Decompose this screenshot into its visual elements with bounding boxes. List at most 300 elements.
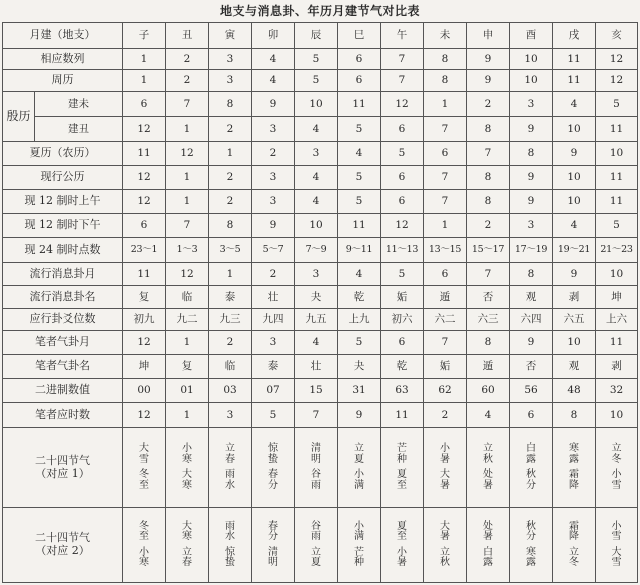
pm12-row-cell: 3 [510, 214, 553, 238]
yao-row [3, 309, 638, 331]
bz-num-row-cell: 6 [510, 403, 553, 428]
jq1-row [3, 428, 638, 508]
yin-wei-cell: 4 [553, 92, 596, 117]
bz-name-row-cell: 泰 [252, 355, 295, 379]
yin-chou-cell: 2 [209, 117, 252, 142]
xia-row-cell: 7 [467, 142, 510, 166]
seq-row-cell: 6 [338, 49, 381, 70]
am12-row-cell: 7 [424, 190, 467, 214]
yin-wei-cell: 6 [123, 92, 166, 117]
gongli-row-cell: 2 [209, 166, 252, 190]
yao-row-cell: 九五 [295, 309, 338, 331]
solar-term-bottom: 大寒 [182, 469, 192, 491]
bz-month-row-cell: 9 [510, 331, 553, 355]
bz-month-row-cell: 5 [338, 331, 381, 355]
solar-term-top: 立秋 [483, 443, 493, 465]
h24-row-cell: 17～19 [510, 238, 553, 263]
jq2-row-label [3, 508, 123, 583]
bz-num-row-cell: 2 [424, 403, 467, 428]
binary-row-cell: 60 [467, 379, 510, 403]
bz-name-row-cell: 夬 [338, 355, 381, 379]
jq2-row-cell [123, 508, 166, 583]
solar-term-bottom: 小雪 [611, 469, 622, 491]
solar-term-bottom: 大暑 [440, 469, 450, 491]
bz-month-row-cell: 4 [295, 331, 338, 355]
jq2-row-cell [209, 508, 252, 583]
solar-term-top: 小寒 [182, 443, 192, 465]
h24-row-cell: 7～9 [295, 238, 338, 263]
solar-term-top: 处暑 [483, 520, 493, 542]
yao-row-cell: 六三 [467, 309, 510, 331]
jq1-row-cell [467, 428, 510, 508]
binary-row-cell: 03 [209, 379, 252, 403]
yao-row-cell: 初九 [123, 309, 166, 331]
yin-wei-row [3, 92, 638, 117]
liu-month-row-cell: 5 [381, 263, 424, 286]
solar-term-top: 大雪 [139, 443, 149, 465]
solar-term-bottom: 春分 [268, 469, 278, 491]
xia-row-cell: 8 [510, 142, 553, 166]
bz-month-row-cell: 3 [252, 331, 295, 355]
yin-chou-cell: 10 [553, 117, 596, 142]
branch-header-cell: 戌 [553, 23, 596, 49]
bz-num-row-cell: 3 [209, 403, 252, 428]
bz-num-row-cell: 9 [338, 403, 381, 428]
yao-row-cell: 九三 [209, 309, 252, 331]
zhou-row-cell: 5 [295, 70, 338, 92]
liu-month-row-cell: 10 [596, 263, 638, 286]
bz-name-row-cell: 否 [510, 355, 553, 379]
seq-row-cell: 11 [553, 49, 596, 70]
bz-name-row-cell: 观 [553, 355, 596, 379]
yao-row-cell: 上九 [338, 309, 381, 331]
binary-row-cell: 01 [166, 379, 209, 403]
liu-month-row-cell: 3 [295, 263, 338, 286]
seq-row-label: 相应数列 [3, 49, 123, 70]
seq-row-cell: 7 [381, 49, 424, 70]
h24-row-cell: 5～7 [252, 238, 295, 263]
solar-term-top: 寒露 [569, 443, 579, 465]
bz-name-row-cell: 遁 [467, 355, 510, 379]
solar-term-bottom: 小满 [354, 469, 364, 491]
liu-month-row-cell: 1 [209, 263, 252, 286]
pm12-row-cell: 10 [295, 214, 338, 238]
zhou-row-cell: 9 [467, 70, 510, 92]
yao-row-cell: 六五 [553, 309, 596, 331]
jq2-row-cell [596, 508, 638, 583]
branch-header-cell: 寅 [209, 23, 252, 49]
gongli-row-cell: 5 [338, 166, 381, 190]
seq-row-cell: 4 [252, 49, 295, 70]
bz-name-row-cell: 临 [209, 355, 252, 379]
xia-row-cell: 6 [424, 142, 467, 166]
liu-month-row-cell: 11 [123, 263, 166, 286]
bz-name-row [3, 355, 638, 379]
jq2-row-subtitle: （对应 2） [35, 544, 90, 557]
bz-num-row-cell: 10 [596, 403, 638, 428]
solar-term-bottom: 秋分 [526, 469, 536, 491]
binary-row-cell: 15 [295, 379, 338, 403]
pm12-row-cell: 4 [553, 214, 596, 238]
liu-name-row [3, 286, 638, 309]
zhou-row-cell: 3 [209, 70, 252, 92]
liu-name-row-cell: 遁 [424, 286, 467, 309]
seq-row [3, 49, 638, 70]
binary-row-cell: 31 [338, 379, 381, 403]
liu-name-row-label: 流行消息卦名 [3, 286, 123, 309]
header-row [3, 23, 638, 49]
h24-row-cell: 21～23 [596, 238, 638, 263]
binary-row-cell: 07 [252, 379, 295, 403]
gongli-row-cell: 3 [252, 166, 295, 190]
am12-row [3, 190, 638, 214]
yin-group-label: 殷历 [3, 92, 35, 142]
solar-term-bottom: 立秋 [440, 546, 450, 568]
xia-row-cell: 12 [166, 142, 209, 166]
jq1-row-subtitle: （对应 1） [35, 466, 90, 480]
yin-chou-cell: 11 [596, 117, 638, 142]
branch-header-cell: 丑 [166, 23, 209, 49]
liu-name-row-cell: 壮 [252, 286, 295, 309]
yao-row-cell: 初六 [381, 309, 424, 331]
solar-term-bottom: 惊蛰 [225, 546, 235, 568]
liu-name-row-cell: 复 [123, 286, 166, 309]
seq-row-cell: 12 [596, 49, 638, 70]
jq1-row-cell [123, 428, 166, 508]
binary-row-cell: 00 [123, 379, 166, 403]
yin-chou-row [3, 117, 638, 142]
binary-row-cell: 63 [381, 379, 424, 403]
am12-row-cell: 10 [553, 190, 596, 214]
bz-name-row-cell: 坤 [123, 355, 166, 379]
gongli-row [3, 166, 638, 190]
binary-row-cell: 32 [596, 379, 638, 403]
branch-header-cell: 亥 [596, 23, 638, 49]
am12-row-cell: 6 [381, 190, 424, 214]
table-title: 地支与消息卦、年历月建节气对比表 [219, 4, 420, 18]
am12-row-cell: 11 [596, 190, 638, 214]
liu-month-row-cell: 4 [338, 263, 381, 286]
am12-row-cell: 5 [338, 190, 381, 214]
comparison-table [2, 22, 638, 583]
jq2-row-cell [381, 508, 424, 583]
solar-term-top: 春分 [268, 520, 278, 542]
jq2-row-cell [510, 508, 553, 583]
solar-term-top: 立春 [225, 443, 235, 465]
am12-row-cell: 9 [510, 190, 553, 214]
pm12-row-label: 现 12 制时下午 [3, 214, 123, 238]
jq1-row-cell [424, 428, 467, 508]
solar-term-bottom: 立春 [182, 546, 192, 568]
bz-month-row-cell: 10 [553, 331, 596, 355]
bz-num-row-cell: 8 [553, 403, 596, 428]
solar-term-top: 小满 [354, 520, 364, 542]
jq2-row-cell [467, 508, 510, 583]
zhou-row-cell: 6 [338, 70, 381, 92]
gongli-row-cell: 1 [166, 166, 209, 190]
bz-name-row-cell: 剥 [596, 355, 638, 379]
seq-row-cell: 8 [424, 49, 467, 70]
solar-term-bottom: 立夏 [311, 546, 321, 568]
solar-term-top: 夏至 [397, 520, 407, 542]
seq-row-cell: 10 [510, 49, 553, 70]
am12-row-cell: 12 [123, 190, 166, 214]
solar-term-top: 霜降 [569, 520, 579, 542]
binary-row-cell: 56 [510, 379, 553, 403]
yao-row-cell: 九二 [166, 309, 209, 331]
pm12-row-cell: 1 [424, 214, 467, 238]
jq1-row-label [3, 428, 123, 508]
yin-wei-cell: 7 [166, 92, 209, 117]
bz-month-row-cell: 8 [467, 331, 510, 355]
binary-row [3, 379, 638, 403]
yin-wei-cell: 11 [338, 92, 381, 117]
solar-term-top: 白露 [526, 443, 536, 465]
solar-term-top: 大寒 [182, 520, 192, 542]
solar-term-bottom: 夏至 [397, 469, 407, 491]
jq2-row-cell [338, 508, 381, 583]
liu-month-row-cell: 8 [510, 263, 553, 286]
solar-term-top: 大暑 [440, 520, 450, 542]
pm12-row-cell: 6 [123, 214, 166, 238]
pm12-row-cell: 5 [596, 214, 638, 238]
jq1-row-cell [510, 428, 553, 508]
solar-term-bottom: 小寒 [139, 546, 149, 568]
jq2-row-cell [295, 508, 338, 583]
h24-row-cell: 15～17 [467, 238, 510, 263]
jq1-row-cell [553, 428, 596, 508]
zhou-row-cell: 10 [510, 70, 553, 92]
bz-name-row-cell: 壮 [295, 355, 338, 379]
am12-row-cell: 4 [295, 190, 338, 214]
solar-term-top: 小雪 [611, 520, 622, 542]
h24-row-cell: 19～21 [553, 238, 596, 263]
binary-row-cell: 48 [553, 379, 596, 403]
binary-row-cell: 62 [424, 379, 467, 403]
solar-term-bottom: 小暑 [397, 546, 407, 568]
bz-num-row-cell: 12 [123, 403, 166, 428]
liu-name-row-cell: 乾 [338, 286, 381, 309]
gongli-row-cell: 10 [553, 166, 596, 190]
bz-name-row-cell: 复 [166, 355, 209, 379]
solar-term-bottom: 雨水 [225, 469, 235, 491]
yin-chou-cell: 5 [338, 117, 381, 142]
jq2-row-cell [252, 508, 295, 583]
solar-term-bottom: 大雪 [611, 546, 622, 568]
header-label: 月建（地支） [3, 23, 123, 49]
h24-row-cell: 1～3 [166, 238, 209, 263]
liu-month-row-label: 流行消息卦月 [3, 263, 123, 286]
yao-row-cell: 六四 [510, 309, 553, 331]
bz-num-row-cell: 4 [467, 403, 510, 428]
h24-row-cell: 13～15 [424, 238, 467, 263]
jq2-row-cell [553, 508, 596, 583]
solar-term-top: 冬至 [139, 520, 149, 542]
xia-row-label: 夏历（农历） [3, 142, 123, 166]
jq1-row-cell [596, 428, 638, 508]
liu-name-row-cell: 姤 [381, 286, 424, 309]
am12-row-cell: 8 [467, 190, 510, 214]
yin-wei-cell: 12 [381, 92, 424, 117]
seq-row-cell: 1 [123, 49, 166, 70]
bz-num-row-cell: 1 [166, 403, 209, 428]
gongli-row-cell: 7 [424, 166, 467, 190]
bz-name-row-label: 笔者气卦名 [3, 355, 123, 379]
bz-num-row-label: 笔者应时数 [3, 403, 123, 428]
binary-row-label: 二进制数值 [3, 379, 123, 403]
zhou-row-cell: 2 [166, 70, 209, 92]
yin-wei-cell: 5 [596, 92, 638, 117]
solar-term-top: 小暑 [440, 443, 450, 465]
yin-wei-cell: 10 [295, 92, 338, 117]
xia-row-cell: 10 [596, 142, 638, 166]
xia-row-cell: 5 [381, 142, 424, 166]
yin-chou-cell: 8 [467, 117, 510, 142]
xia-row-cell: 1 [209, 142, 252, 166]
gongli-row-cell: 6 [381, 166, 424, 190]
solar-term-top: 芒种 [397, 443, 407, 465]
bz-num-row [3, 403, 638, 428]
gongli-row-cell: 9 [510, 166, 553, 190]
branch-header-cell: 午 [381, 23, 424, 49]
yin-wei-cell: 2 [467, 92, 510, 117]
jq2-row [3, 508, 638, 583]
bz-month-row-cell: 1 [166, 331, 209, 355]
seq-row-cell: 5 [295, 49, 338, 70]
yin-chou-label: 建丑 [35, 117, 123, 142]
branch-header-cell: 酉 [510, 23, 553, 49]
zhou-row-cell: 7 [381, 70, 424, 92]
am12-row-cell: 3 [252, 190, 295, 214]
liu-month-row-cell: 6 [424, 263, 467, 286]
bz-month-row-cell: 7 [424, 331, 467, 355]
am12-row-label: 现 12 制时上午 [3, 190, 123, 214]
yin-chou-cell: 4 [295, 117, 338, 142]
xia-row-cell: 2 [252, 142, 295, 166]
liu-name-row-cell: 泰 [209, 286, 252, 309]
seq-row-cell: 3 [209, 49, 252, 70]
xia-row-cell: 9 [553, 142, 596, 166]
liu-name-row-cell: 临 [166, 286, 209, 309]
gongli-row-cell: 12 [123, 166, 166, 190]
liu-name-row-cell: 坤 [596, 286, 638, 309]
jq1-row-cell [338, 428, 381, 508]
solar-term-top: 谷雨 [311, 520, 321, 542]
branch-header-cell: 卯 [252, 23, 295, 49]
yin-chou-cell: 9 [510, 117, 553, 142]
jq1-row-title: 二十四节气 [35, 453, 90, 467]
jq2-row-title: 二十四节气 [35, 531, 90, 545]
liu-name-row-cell: 剥 [553, 286, 596, 309]
yao-row-cell: 六二 [424, 309, 467, 331]
gongli-row-cell: 11 [596, 166, 638, 190]
branch-header-cell: 巳 [338, 23, 381, 49]
jq1-row-cell [166, 428, 209, 508]
h24-row-cell: 3～5 [209, 238, 252, 263]
xia-row-cell: 11 [123, 142, 166, 166]
yao-row-cell: 九四 [252, 309, 295, 331]
solar-term-bottom: 清明 [268, 546, 278, 568]
bz-num-row-cell: 5 [252, 403, 295, 428]
xia-row-cell: 4 [338, 142, 381, 166]
branch-header-cell: 辰 [295, 23, 338, 49]
branch-header-cell: 申 [467, 23, 510, 49]
solar-term-top: 立夏 [354, 443, 364, 465]
bz-name-row-cell: 姤 [424, 355, 467, 379]
yao-row-cell: 上六 [596, 309, 638, 331]
xia-row [3, 142, 638, 166]
pm12-row-cell: 8 [209, 214, 252, 238]
zhou-row [3, 70, 638, 92]
bz-name-row-cell: 乾 [381, 355, 424, 379]
jq1-row-cell [381, 428, 424, 508]
pm12-row-cell: 11 [338, 214, 381, 238]
solar-term-top: 惊蛰 [268, 443, 278, 465]
gongli-row-cell: 4 [295, 166, 338, 190]
jq1-row-cell [252, 428, 295, 508]
solar-term-bottom: 寒露 [526, 546, 536, 568]
zhou-row-cell: 1 [123, 70, 166, 92]
zhou-row-cell: 12 [596, 70, 638, 92]
solar-term-top: 秋分 [526, 520, 536, 542]
solar-term-bottom: 处暑 [483, 469, 493, 491]
yin-chou-cell: 12 [123, 117, 166, 142]
am12-row-cell: 2 [209, 190, 252, 214]
bz-month-row-cell: 12 [123, 331, 166, 355]
pm12-row-cell: 2 [467, 214, 510, 238]
zhou-row-cell: 8 [424, 70, 467, 92]
jq1-row-cell [209, 428, 252, 508]
liu-month-row-cell: 2 [252, 263, 295, 286]
solar-term-bottom: 谷雨 [311, 469, 321, 491]
am12-row-cell: 1 [166, 190, 209, 214]
bz-month-row-label: 笔者气卦月 [3, 331, 123, 355]
yin-chou-cell: 6 [381, 117, 424, 142]
h24-row-cell: 23～1 [123, 238, 166, 263]
h24-row [3, 238, 638, 263]
liu-month-row-cell: 7 [467, 263, 510, 286]
yin-chou-cell: 7 [424, 117, 467, 142]
solar-term-top: 立冬 [611, 443, 622, 465]
xia-row-cell: 3 [295, 142, 338, 166]
pm12-row-cell: 9 [252, 214, 295, 238]
bz-month-row-cell: 6 [381, 331, 424, 355]
solar-term-bottom: 芒种 [354, 546, 364, 568]
yin-wei-cell: 9 [252, 92, 295, 117]
pm12-row-cell: 7 [166, 214, 209, 238]
solar-term-top: 清明 [311, 443, 321, 465]
zhou-row-label: 周历 [3, 70, 123, 92]
yin-wei-cell: 1 [424, 92, 467, 117]
solar-term-bottom: 冬至 [139, 469, 149, 491]
solar-term-bottom: 白露 [483, 546, 493, 568]
liu-name-row-cell: 夬 [295, 286, 338, 309]
jq2-row-cell [166, 508, 209, 583]
zhou-row-cell: 11 [553, 70, 596, 92]
branch-header-cell: 子 [123, 23, 166, 49]
branch-header-cell: 未 [424, 23, 467, 49]
yin-chou-cell: 3 [252, 117, 295, 142]
liu-month-row-cell: 12 [166, 263, 209, 286]
pm12-row-cell: 12 [381, 214, 424, 238]
bz-num-row-cell: 11 [381, 403, 424, 428]
solar-term-bottom: 霜降 [569, 469, 579, 491]
gongli-row-cell: 8 [467, 166, 510, 190]
solar-term-bottom: 立冬 [569, 546, 579, 568]
gongli-row-label: 现行公历 [3, 166, 123, 190]
bz-month-row [3, 331, 638, 355]
h24-row-label: 现 24 制时点数 [3, 238, 123, 263]
